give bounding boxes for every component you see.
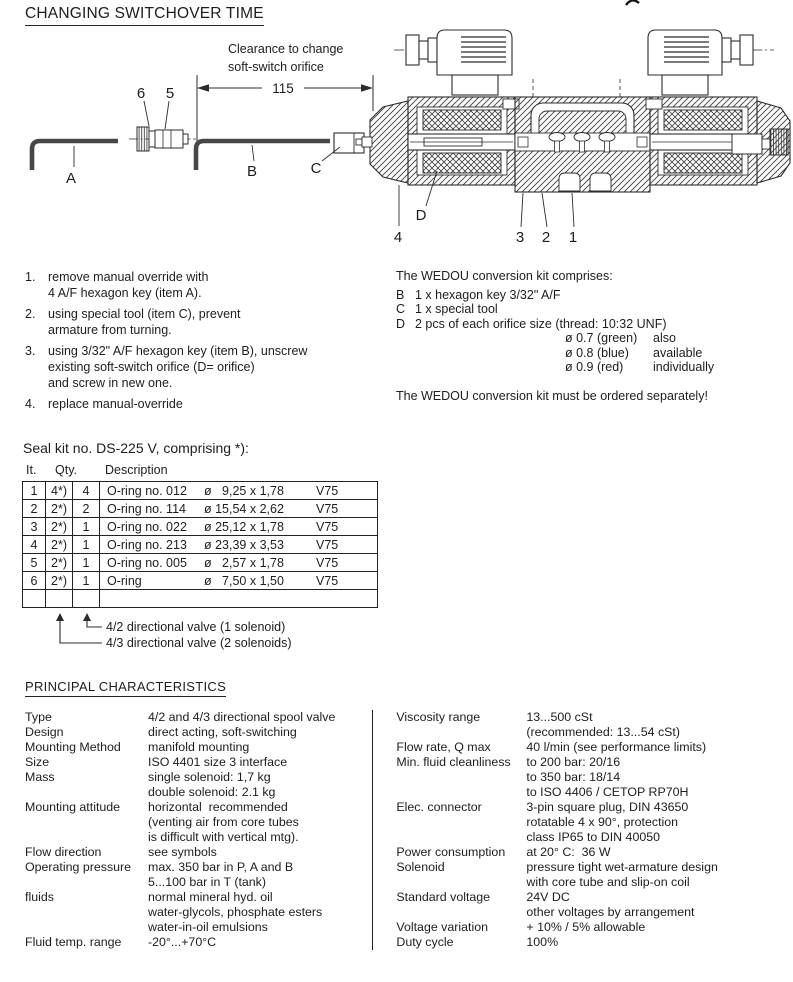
spec-label: fluids <box>25 890 54 904</box>
label-item-c: C <box>310 160 322 177</box>
spec-row <box>25 710 372 725</box>
label-part-1: 1 <box>568 229 578 246</box>
spec-value: 100% <box>526 935 559 949</box>
spec-value: to 350 bar: 18/14 <box>526 770 621 784</box>
connector-left <box>394 30 512 95</box>
header-qty: Qty. <box>55 463 77 477</box>
seal-kit-title: Seal kit no. DS-225 V, comprising *): <box>23 440 249 456</box>
page-edge-mark <box>626 0 639 5</box>
instruction-line: replace manual-override <box>48 397 183 411</box>
oring-name: O-ring no. 213 <box>107 537 187 552</box>
orifice-options <box>565 331 788 375</box>
spec-value: water-glycols, phosphate esters <box>148 905 323 919</box>
spec-label: Solenoid <box>396 860 445 874</box>
spec-value: 40 l/min (see performance limits) <box>526 740 707 754</box>
spec-label: Min. fluid cleanliness <box>396 755 511 769</box>
hex-key-a <box>32 141 118 187</box>
spec-label: Operating pressure <box>25 860 132 874</box>
orifice-size: ø 0.8 (blue) <box>565 345 629 360</box>
table-row-empty <box>23 590 378 608</box>
clearance-note <box>228 42 343 74</box>
oring-name: O-ring no. 005 <box>107 555 187 570</box>
cell-qty-43: 2*) <box>46 518 73 536</box>
oring-material: V75 <box>316 537 339 552</box>
spec-value: rotatable 4 x 90°, protection <box>526 815 679 829</box>
spec-value: to 200 bar: 20/16 <box>526 755 621 769</box>
cell-qty-42: 1 <box>73 572 100 590</box>
spec-value: ISO 4401 size 3 interface <box>148 755 288 769</box>
spec-label: Type <box>25 710 52 724</box>
spec-row <box>396 890 717 920</box>
kit-item-key: B <box>396 287 405 302</box>
spec-value: see symbols <box>148 845 217 859</box>
orifice-note: available <box>653 345 703 360</box>
spec-label: Mounting Method <box>25 740 121 754</box>
oring-material: V75 <box>316 519 339 534</box>
cell-qty-42: 2 <box>73 500 100 518</box>
kit-footer-note: The WEDOU conversion kit must be ordered separately! <box>396 388 708 403</box>
oring-dimensions: ø 9,25 x 1,78 <box>204 483 284 498</box>
spec-row <box>396 860 717 890</box>
spec-value: 24V DC <box>526 890 570 904</box>
spec-row <box>396 710 717 740</box>
spec-label: Flow direction <box>25 845 102 859</box>
instruction-line: existing soft-switch orifice (D= orifice) <box>48 360 255 374</box>
cell-qty-43: 2*) <box>46 536 73 554</box>
spec-label: Design <box>25 725 64 739</box>
cell-qty-43: 2*) <box>46 572 73 590</box>
kit-intro: The WEDOU conversion kit comprises: <box>396 269 613 283</box>
oring-name: O-ring no. 022 <box>107 519 187 534</box>
oring-name: O-ring no. 012 <box>107 483 187 498</box>
cell-description <box>100 518 378 536</box>
label-item-b: B <box>246 163 258 180</box>
spec-right-column <box>373 710 717 950</box>
instruction-item <box>25 396 390 412</box>
spec-row <box>396 935 717 950</box>
instruction-number: 3. <box>25 344 36 358</box>
cell-qty-43 <box>46 590 73 608</box>
header-description: Description <box>105 463 168 477</box>
cell-qty-43: 2*) <box>46 554 73 572</box>
orifice-option <box>565 331 788 346</box>
label-part-3: 3 <box>515 229 525 246</box>
dimension-value: 115 <box>272 81 294 96</box>
spec-label: Elec. connector <box>396 800 482 814</box>
spec-value: double solenoid: 2.1 kg <box>148 785 276 799</box>
kit-item <box>396 317 788 332</box>
spec-value: -20°...+70°C <box>148 935 217 949</box>
spec-label: Flow rate, Q max <box>396 740 491 754</box>
conversion-kit-info <box>396 269 788 403</box>
principal-characteristics <box>25 679 777 950</box>
oring-dimensions: ø 25,12 x 1,78 <box>204 519 284 534</box>
oring-dimensions: ø 7,50 x 1,50 <box>204 573 284 588</box>
oring-dimensions: ø 15,54 x 2,62 <box>204 501 284 516</box>
spec-row <box>396 800 717 845</box>
label-item-d: D <box>415 207 427 224</box>
spec-value: 13...500 cSt <box>526 710 593 724</box>
spec-value: normal mineral hyd. oil <box>148 890 273 904</box>
kit-item-text: 1 x special tool <box>415 302 498 316</box>
cell-it: 5 <box>23 554 46 572</box>
oring-material: V75 <box>316 573 339 588</box>
table-row <box>23 482 378 500</box>
spec-value: at 20° C: 36 W <box>526 845 611 859</box>
table-row <box>23 554 378 572</box>
cell-it: 4 <box>23 536 46 554</box>
spec-label: Standard voltage <box>396 890 491 904</box>
oring-dimensions: ø 2,57 x 1,78 <box>204 555 284 570</box>
spec-label: Size <box>25 755 50 769</box>
orifice-size: ø 0.7 (green) <box>565 331 638 345</box>
spec-label: Fluid temp. range <box>25 935 122 949</box>
cell-description <box>100 536 378 554</box>
spec-label: Mass <box>25 770 55 784</box>
clearance-note-line1: Clearance to change <box>228 42 344 56</box>
cell-description <box>100 590 378 608</box>
label-item-6: 6 <box>136 85 146 102</box>
orifice-size: ø 0.9 (red) <box>565 360 624 374</box>
cell-it: 3 <box>23 518 46 536</box>
instruction-item <box>25 343 390 391</box>
spec-value: pressure tight wet-armature design <box>526 860 718 874</box>
spec-row <box>396 740 717 755</box>
kit-item-text: 1 x hexagon key 3/32" A/F <box>415 287 561 302</box>
spec-value: direct acting, soft-switching <box>148 725 297 739</box>
spec-label: Power consumption <box>396 845 506 859</box>
table-row <box>23 500 378 518</box>
kit-item-text: 2 pcs of each orifice size (thread: 10:32 UNF) <box>415 316 667 331</box>
kit-item <box>396 288 788 303</box>
seal-kit-section <box>22 438 402 668</box>
label-part-4: 4 <box>393 229 403 246</box>
label-item-5: 5 <box>165 85 175 102</box>
spec-row <box>25 740 372 755</box>
spec-value: 4/2 and 4/3 directional spool valve <box>148 710 336 724</box>
spec-row <box>25 845 372 860</box>
spec-value: + 10% / 5% allowable <box>526 920 646 934</box>
instruction-number: 1. <box>25 270 36 284</box>
orifice-option <box>565 346 788 361</box>
spec-value: (recommended: 13...54 cSt) <box>526 725 680 739</box>
spec-left-column <box>25 710 372 950</box>
cell-description <box>100 554 378 572</box>
cell-it: 2 <box>23 500 46 518</box>
spec-label: Viscosity range <box>396 710 481 724</box>
cell-it <box>23 590 46 608</box>
spec-value: class IP65 to DIN 40050 <box>526 830 661 844</box>
orifice-note: individually <box>653 360 715 374</box>
spec-value: water-in-oil emulsions <box>148 920 268 934</box>
legend-43-valve: 4/3 directional valve (2 solenoids) <box>106 636 292 650</box>
cell-qty-42: 1 <box>73 518 100 536</box>
orifice-parts-6-5 <box>129 85 196 151</box>
label-part-2: 2 <box>541 229 551 246</box>
oring-material: V75 <box>316 555 339 570</box>
instruction-item <box>25 306 390 338</box>
cell-qty-43: 2*) <box>46 500 73 518</box>
page-title: CHANGING SWITCHOVER TIME <box>25 5 264 26</box>
table-row <box>23 536 378 554</box>
label-item-a: A <box>65 170 77 187</box>
table-row <box>23 572 378 590</box>
oring-material: V75 <box>316 501 339 516</box>
table-row <box>23 518 378 536</box>
spec-value: 5...100 bar in T (tank) <box>148 875 267 889</box>
spec-row <box>396 755 717 800</box>
spec-value: (venting air from core tubes <box>148 815 299 829</box>
spec-value: other voltages by arrangement <box>526 905 695 919</box>
connector-right <box>648 30 774 95</box>
spec-value: max. 350 bar in P, A and B <box>148 860 294 874</box>
spec-row <box>396 920 717 935</box>
spec-row <box>25 755 372 770</box>
spec-row <box>25 725 372 740</box>
instruction-item <box>25 269 390 301</box>
spec-row <box>25 770 372 800</box>
cell-description <box>100 572 378 590</box>
spec-value: is difficult with vertical mtg). <box>148 830 299 844</box>
header-it: It. <box>26 463 37 477</box>
instruction-line: remove manual override with <box>48 270 209 284</box>
spec-row <box>25 935 372 950</box>
spec-label: Voltage variation <box>396 920 489 934</box>
orifice-option <box>565 360 788 375</box>
instruction-line: using 3/32" A/F hexagon key (item B), unscrew <box>48 344 308 358</box>
cell-qty-42 <box>73 590 100 608</box>
spec-row <box>25 890 372 935</box>
spec-row <box>25 800 372 845</box>
cell-description <box>100 500 378 518</box>
oring-material: V75 <box>316 483 339 498</box>
spec-label: Mounting attitude <box>25 800 121 814</box>
cell-qty-42: 1 <box>73 536 100 554</box>
spec-row <box>396 845 717 860</box>
cell-qty-42: 1 <box>73 554 100 572</box>
valve-cross-section <box>356 97 790 192</box>
spec-value: single solenoid: 1,7 kg <box>148 770 271 784</box>
spec-value: manifold mounting <box>148 740 250 754</box>
seal-kit-column-headers <box>22 463 402 478</box>
instruction-line: and screw in new one. <box>48 376 173 390</box>
cell-qty-42: 4 <box>73 482 100 500</box>
legend-42-valve: 4/2 directional valve (1 solenoid) <box>106 620 286 634</box>
spec-label: Duty cycle <box>396 935 454 949</box>
seal-kit-table <box>22 481 378 608</box>
spec-value: horizontal recommended <box>148 800 288 814</box>
instruction-line: armature from turning. <box>48 323 172 337</box>
cell-it: 1 <box>23 482 46 500</box>
oring-name: O-ring <box>107 573 142 588</box>
orifice-note: also <box>653 331 676 345</box>
instruction-line: using special tool (item C), prevent <box>48 307 241 321</box>
spec-value: 3-pin square plug, DIN 43650 <box>526 800 689 814</box>
cell-it: 6 <box>23 572 46 590</box>
instruction-number: 4. <box>25 397 36 411</box>
principal-heading: PRINCIPAL CHARACTERISTICS <box>25 679 226 697</box>
kit-item <box>396 302 788 317</box>
cell-description <box>100 482 378 500</box>
instruction-line: 4 A/F hexagon key (item A). <box>48 286 202 300</box>
oring-dimensions: ø 23,39 x 3,53 <box>204 537 284 552</box>
oring-name: O-ring no. 114 <box>107 501 186 516</box>
spec-value: with core tube and slip-on coil <box>526 875 690 889</box>
clearance-note-line2: soft-switch orifice <box>228 60 324 74</box>
technical-drawing <box>0 0 793 252</box>
qty-legend <box>22 613 362 655</box>
kit-item-key: D <box>396 316 406 331</box>
cell-qty-43: 4*) <box>46 482 73 500</box>
instructions-list <box>25 269 390 417</box>
spec-value: to ISO 4406 / CETOP RP70H <box>526 785 689 799</box>
spec-row <box>25 860 372 890</box>
kit-item-key: C <box>396 302 406 316</box>
instruction-number: 2. <box>25 307 36 321</box>
